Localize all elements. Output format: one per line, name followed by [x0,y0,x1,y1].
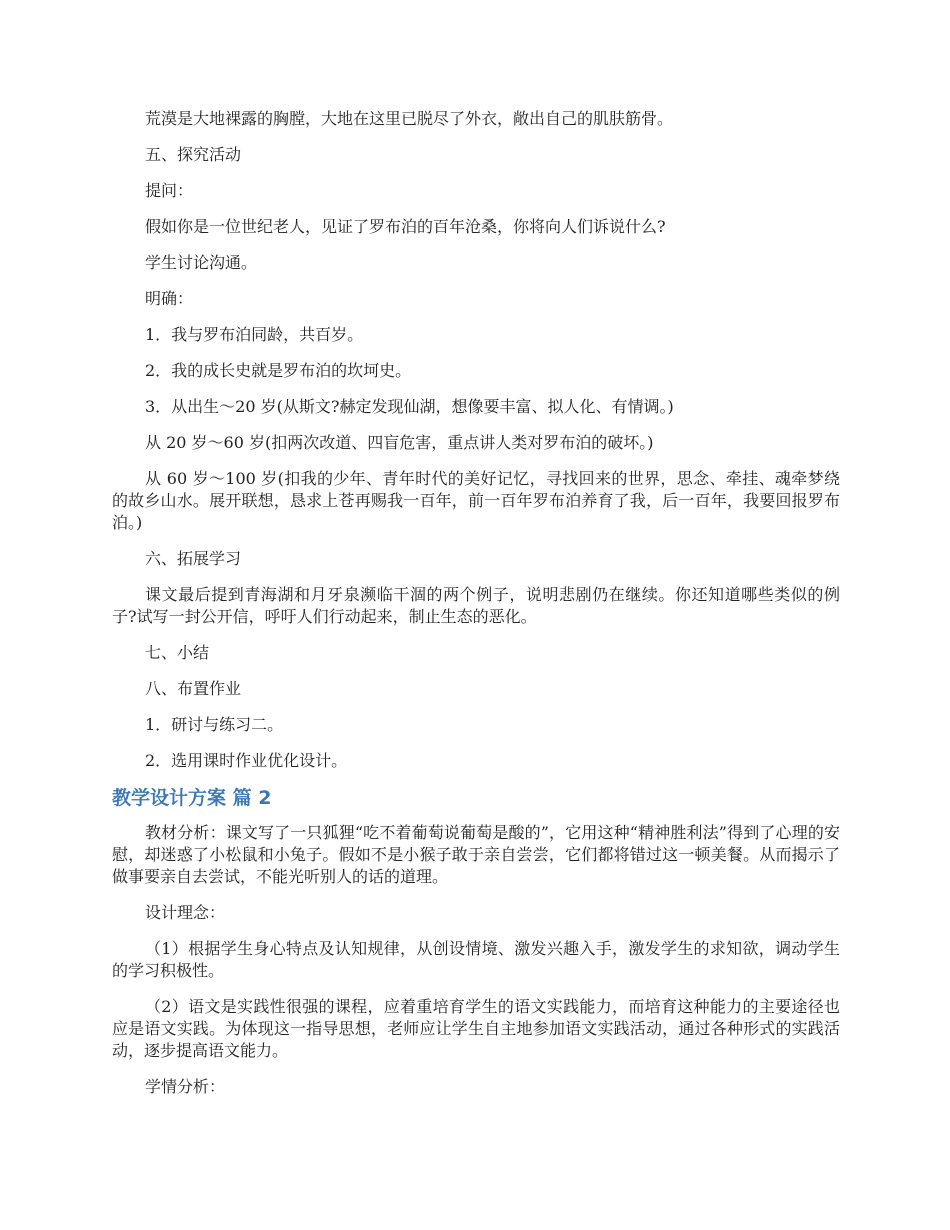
list-item-3: 3．从出生～20 岁(从斯文?赫定发现仙湖，想像要丰富、拟人化、有情调。) [145,397,674,416]
homework-item-2: 2．选用课时作业优化设计。 [145,751,348,770]
section-heading: 教学设计方案 篇 2 [112,787,272,809]
section-title-extend: 六、拓展学习 [145,549,242,568]
document-page [112,108,840,1112]
paragraph-material-analysis: 教材分析：课文写了一只狐狸“吃不着葡萄说葡萄是酸的”，它用这种“精神胜利法”得到了心理的安慰，却迷惑了小松鼠和小兔子。假如不是小猴子敢于亲自尝尝，它们都将错过这一顿美餐。从而揭示了做事要亲自去尝试，不能光听别人的话的道理。 [112,823,840,886]
section-title-explore: 五、探究活动 [145,145,242,164]
paragraph-extend: 课文最后提到青海湖和月牙泉濒临干涸的两个例子，说明悲剧仍在继续。你还知道哪些类似的例子?试写一封公开信，呼吁人们行动起来，制止生态的恶化。 [112,585,840,626]
list-item-2: 2．我的成长史就是罗布泊的坎坷史。 [145,361,412,380]
paragraph-discussion: 学生讨论沟通。 [145,253,258,272]
list-item-1: 1．我与罗布泊同龄，共百岁。 [145,325,364,344]
paragraph-desert: 荒漠是大地裸露的胸膛，大地在这里已脱尽了外衣，敞出自己的肌肤筋骨。 [145,109,674,128]
paragraph-age-20-60: 从 20 岁～60 岁(扣两次改道、四盲危害，重点讲人类对罗布泊的破坏。) [145,433,654,452]
paragraph-question-label: 提问： [145,181,194,200]
paragraph-clarify-label: 明确： [145,289,194,308]
paragraph-concept-1: （1）根据学生身心特点及认知规律，从创设情境、激发兴趣入手，激发学生的求知欲，调动学生的学习积极性。 [112,939,840,980]
paragraph-learning-analysis-label: 学情分析： [145,1077,226,1096]
section-title-summary: 七、小结 [145,643,210,662]
paragraph-age-60-100: 从 60 岁～100 岁(扣我的少年、青年时代的美好记忆，寻找回来的世界，思念、牵挂、魂牵梦绕的故乡山水。展开联想，恳求上苍再赐我一百年，前一百年罗布泊养育了我，后一百年，我要回报罗布泊。) [112,469,840,532]
paragraph-concept-2: （2）语文是实践性很强的课程，应着重培育学生的语文实践能力，而培育这种能力的主要途径也应是语文实践。为体现这一指导思想，老师应让学生自主地参加语文实践活动，通过各种形式的实践活动，逐步提高语文能力。 [112,997,840,1060]
paragraph-design-concept-label: 设计理念： [145,903,226,922]
homework-item-1: 1．研讨与练习二。 [145,715,284,734]
paragraph-question: 假如你是一位世纪老人，见证了罗布泊的百年沧桑，你将向人们诉说什么? [145,217,666,236]
section-title-homework: 八、布置作业 [145,679,242,698]
